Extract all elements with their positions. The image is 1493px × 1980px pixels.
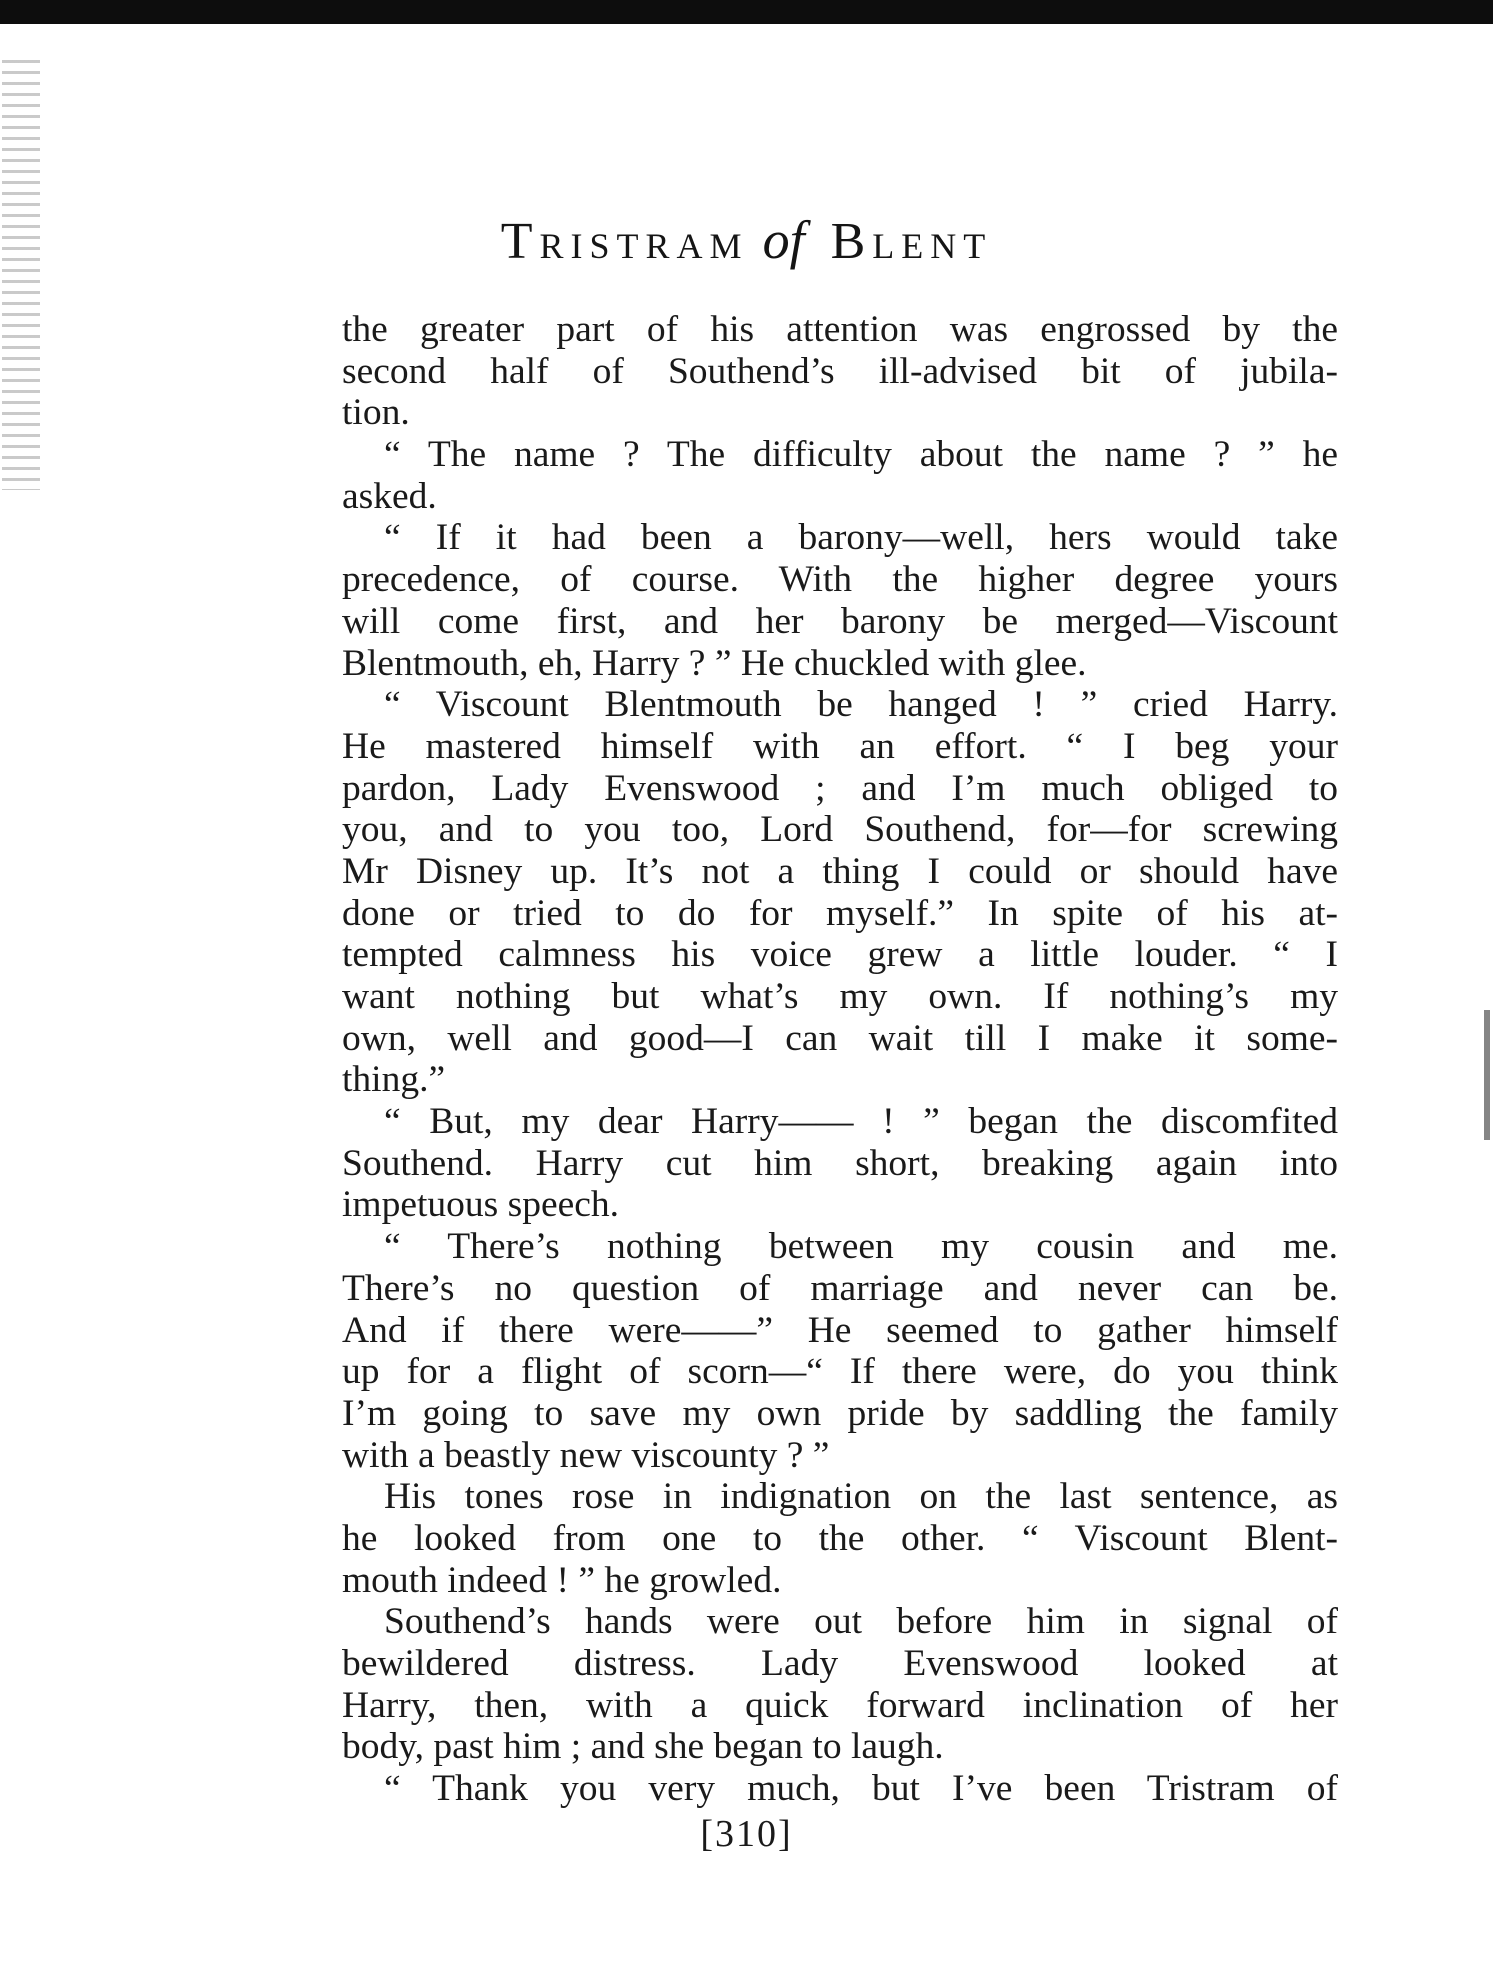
text-line: own, well and good—I can wait till I make it some-	[342, 1017, 1338, 1059]
text-line: “ There’s nothing between my cousin and me.	[384, 1226, 1338, 1268]
text-line: will come first, and her barony be merged—Viscount	[342, 600, 1338, 642]
running-head-title-first: Tristram	[500, 213, 749, 270]
text-line: want nothing but what’s my own. If nothing’s my	[342, 976, 1338, 1017]
text-line: There’s no question of marriage and never can be.	[342, 1267, 1338, 1309]
text-line: “ Viscount Blentmouth be hanged ! ” cried Harry.	[384, 684, 1338, 726]
text-line: bewildered distress. Lady Evenswood looked at	[342, 1643, 1338, 1684]
text-line: Blentmouth, eh, Harry ? ” He chuckled with glee.	[342, 642, 1087, 684]
text-line: Southend. Harry cut him short, breaking again into	[342, 1142, 1338, 1184]
running-head-title-last: Blent	[830, 213, 993, 270]
text-line: “ But, my dear Harry—— ! ” began the discomfited	[384, 1101, 1338, 1143]
text-line: up for a flight of scorn—“ If there were, do you think	[342, 1351, 1338, 1393]
text-line: And if there were——” He seemed to gather himself	[342, 1309, 1338, 1351]
text-line: you, and to you too, Lord Southend, for—for screwing	[342, 809, 1338, 851]
text-line: precedence, of course. With the higher degree yours	[342, 559, 1338, 601]
text-line: second half of Southend’s ill-advised bit of jubila-	[342, 350, 1338, 392]
text-line: Southend’s hands were out before him in signal of	[384, 1601, 1338, 1643]
text-line: tempted calmness his voice grew a little louder. “ I	[342, 934, 1338, 976]
text-line: mouth indeed ! ” he growled.	[342, 1559, 782, 1601]
scan-right-edge-mark	[1484, 1010, 1490, 1140]
text-line: the greater part of his attention was engrossed by the	[342, 309, 1338, 350]
text-line: His tones rose in indignation on the last sentence, as	[384, 1476, 1338, 1518]
text-line: asked.	[342, 475, 437, 517]
text-line: done or tried to do for myself.” In spite of his at-	[342, 892, 1338, 934]
running-head	[0, 210, 1493, 272]
text-line: Mr Disney up. It’s not a thing I could or should have	[342, 850, 1338, 892]
text-line: he looked from one to the other. “ Viscount Blent-	[342, 1517, 1338, 1559]
scan-top-edge	[0, 0, 1493, 24]
text-line: body, past him ; and she began to laugh.	[342, 1726, 944, 1768]
text-line: “ Thank you very much, but I’ve been Tristram of	[384, 1768, 1338, 1810]
text-line: pardon, Lady Evenswood ; and I’m much obliged to	[342, 767, 1338, 809]
running-head-of: of	[762, 210, 805, 270]
text-line: impetuous speech.	[342, 1184, 620, 1226]
text-line: He mastered himself with an effort. “ I beg your	[342, 725, 1338, 767]
text-line: “ If it had been a barony—well, hers would take	[384, 517, 1338, 559]
scan-binding-marks	[2, 60, 40, 490]
text-line: thing.”	[342, 1059, 446, 1101]
text-line: Harry, then, with a quick forward inclination of her	[342, 1684, 1338, 1726]
page-number: [310]	[700, 1813, 793, 1855]
text-line: I’m going to save my own pride by saddling the family	[342, 1392, 1338, 1434]
text-line: with a beastly new viscounty ? ”	[342, 1434, 830, 1476]
text-line: tion.	[342, 392, 410, 434]
body-text	[342, 309, 1338, 1810]
text-line: “ The name ? The difficulty about the name ? ” he	[384, 434, 1338, 476]
